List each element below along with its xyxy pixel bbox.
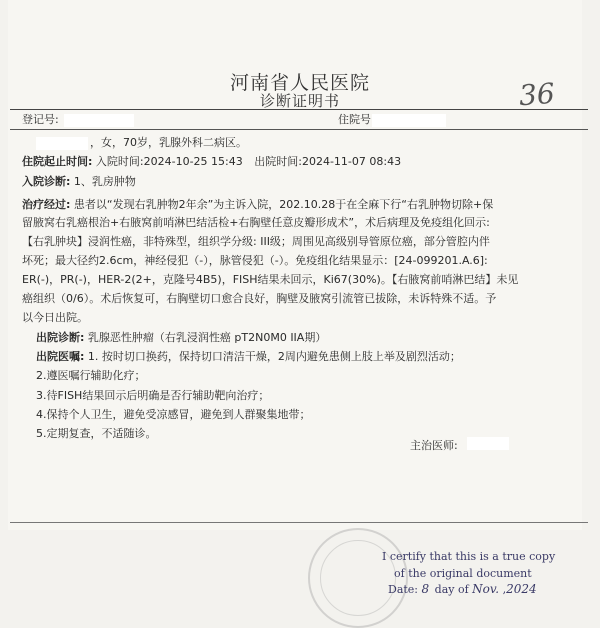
patient-summary: ，女，70岁，乳腺外科二病区。 [90,136,247,149]
redacted-inpatient-number [372,114,446,127]
admission-diagnosis-value: 1、乳房肿物 [73,175,136,188]
treatment-label: 治疗经过: [22,198,71,211]
discharge-diagnosis-value: 乳腺恶性肿瘤（右乳浸润性癌 pT2N0M0 IIA期） [87,331,327,344]
header-divider [10,109,588,110]
handwritten-year: 2024 [506,582,537,596]
certification-line-2: of the original document [394,567,532,580]
discharge-order-3: 3.待FISH结果回示后明确是否行辅助靶向治疗； [36,389,270,402]
stay-period-label: 住院起止时间: [22,155,93,168]
handwritten-day: 8 [421,582,430,596]
redacted-patient-name [36,137,88,150]
admit-time-label: 入院时间: [95,155,144,168]
treatment-line-3: 【右乳肿块】浸润性癌，非特殊型，组织学分级: III级；周围见高级别导管原位癌，部分管腔内伴 [22,235,490,248]
inpatient-number-label: 住院号 [338,113,371,126]
discharge-diagnosis-row [36,330,326,346]
redacted-physician-name [467,437,509,450]
certification-date-label: Date: [388,583,419,596]
treatment-line-2: 留腋窝右乳癌根治+右腋窝前哨淋巴结活检+右胸壁任意皮瓣形成术”，术后病理及免疫组化回示: [22,216,490,229]
treatment-line-6: 癌组织（0/6）。术后恢复可，右胸壁切口愈合良好，胸壁及腋窝引流管已拔除，未诉特殊不适。予 [22,292,497,305]
discharge-orders-row [36,349,461,365]
admission-diagnosis-row [22,174,136,190]
certification-date-line: Date: 8 day of Nov. ,2024 [388,582,537,596]
attending-physician-label: 主治医师: [410,439,458,452]
treatment-label-row [22,197,493,213]
discharge-diagnosis-label: 出院诊断: [36,331,85,344]
discharge-time: 2024-11-07 08:43 [301,155,402,168]
notary-seal-stamp [308,528,408,628]
admit-time: 2024-10-25 15:43 [143,155,243,168]
handwritten-page-number: 36 [517,76,556,113]
certification-line-1: I certify that this is a true copy [382,550,556,563]
page-bottom-edge [10,522,588,523]
treatment-line-7: 以今日出院。 [22,311,88,324]
discharge-time-label: 出院时间: [254,155,302,168]
treatment-line-1: 患者以“发现右乳肿物2年余”为主诉入院，202.10.28于在全麻下行“右乳肿物切除+保 [73,198,494,211]
discharge-order-2: 2.遵医嘱行辅助化疗； [36,369,146,382]
certification-day-suffix: day of [434,583,469,596]
handwritten-month: Nov. [472,582,500,596]
admission-diagnosis-label: 入院诊断: [22,175,71,188]
hospital-name: 河南省人民医院 [229,72,370,94]
registration-divider [10,129,588,130]
redacted-registration-number [64,114,134,127]
treatment-line-5: ER(-)，PR(-)，HER-2(2+，克隆号4B5)，FISH结果未回示，Ki67(30%)。【右腋窝前哨淋巴结】未见 [22,273,519,286]
stay-period-row [22,154,401,170]
discharge-order-1: 1. 按时切口换药，保持切口清洁干燥，2周内避免患侧上肢上举及剧烈活动； [87,350,461,363]
registration-label: 登记号: [22,113,59,126]
treatment-line-4: 坏死；最大径约2.6cm，神经侵犯（-），脉管侵犯（-）。免疫组化结果显示：[24-099201.A.6]: [22,254,488,267]
document-title: 诊断证明书 [259,92,340,110]
discharge-order-5: 5.定期复查，不适随诊。 [36,427,157,440]
discharge-order-4: 4.保持个人卫生，避免受凉感冒，避免到人群聚集地带； [36,408,311,421]
discharge-orders-label: 出院医嘱: [36,350,85,363]
